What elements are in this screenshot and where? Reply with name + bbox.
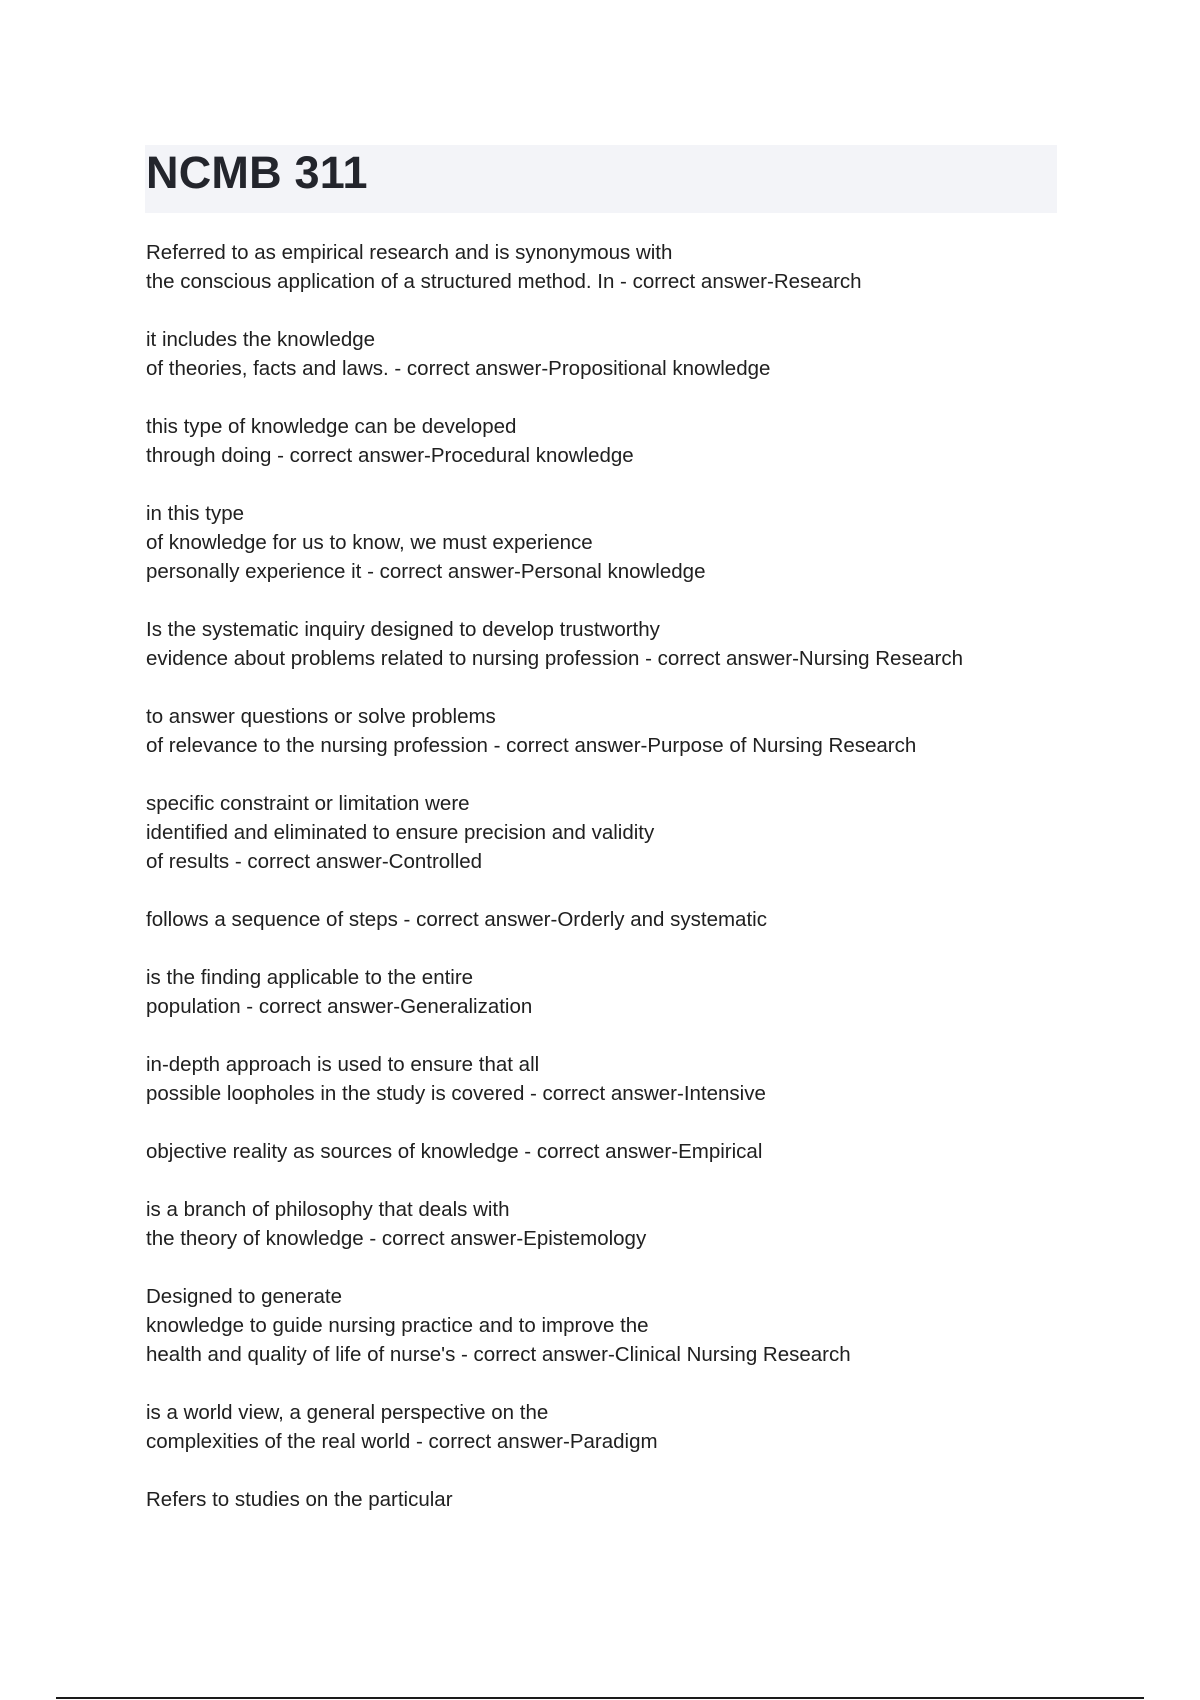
page-title: NCMB 311: [146, 147, 368, 198]
entry-line: of results - correct answer-Controlled: [146, 850, 483, 873]
entry-line: knowledge to guide nursing practice and to improve the: [146, 1314, 649, 1337]
flashcard-entry: [146, 1485, 1056, 1514]
entry-line: identified and eliminated to ensure precision and validity: [146, 821, 655, 844]
entry-line: Is the systematic inquiry designed to develop trustworthy: [146, 618, 660, 641]
entry-line: to answer questions or solve problems: [146, 705, 496, 728]
flashcard-entry: [146, 499, 1056, 586]
page-bottom-rule: [56, 1697, 1144, 1699]
entry-line: follows a sequence of steps - correct answer-Orderly and systematic: [146, 908, 767, 931]
entry-line: evidence about problems related to nursing profession - correct answer-Nursing Research: [146, 647, 963, 670]
entry-line: of theories, facts and laws. - correct answer-Propositional knowledge: [146, 357, 771, 380]
entry-line: Designed to generate: [146, 1285, 343, 1308]
flashcard-list: [146, 238, 1056, 1543]
flashcard-entry: [146, 1195, 1056, 1253]
flashcard-entry: [146, 412, 1056, 470]
flashcard-entry: [146, 1398, 1056, 1456]
entry-line: in-depth approach is used to ensure that all: [146, 1053, 540, 1076]
entry-line: the conscious application of a structured method. In - correct answer-Research: [146, 270, 862, 293]
entry-line: specific constraint or limitation were: [146, 792, 470, 815]
entry-line: objective reality as sources of knowledge - correct answer-Empirical: [146, 1140, 763, 1163]
entry-line: of knowledge for us to know, we must experience: [146, 531, 593, 554]
flashcard-entry: [146, 325, 1056, 383]
entry-line: this type of knowledge can be developed: [146, 415, 517, 438]
entry-line: through doing - correct answer-Procedural knowledge: [146, 444, 634, 467]
entry-line: in this type: [146, 502, 244, 525]
entry-line: Refers to studies on the particular: [146, 1488, 453, 1511]
entry-line: population - correct answer-Generalization: [146, 995, 533, 1018]
flashcard-entry: [146, 702, 1056, 760]
flashcard-entry: [146, 1137, 1056, 1166]
flashcard-entry: [146, 963, 1056, 1021]
entry-line: personally experience it - correct answer-Personal knowledge: [146, 560, 706, 583]
entry-line: health and quality of life of nurse's - correct answer-Clinical Nursing Research: [146, 1343, 851, 1366]
flashcard-entry: [146, 789, 1056, 876]
entry-line: possible loopholes in the study is covered - correct answer-Intensive: [146, 1082, 766, 1105]
entry-line: is a branch of philosophy that deals with: [146, 1198, 510, 1221]
flashcard-entry: [146, 238, 1056, 296]
flashcard-entry: [146, 1050, 1056, 1108]
entry-line: of relevance to the nursing profession - correct answer-Purpose of Nursing Research: [146, 734, 917, 757]
entry-line: is a world view, a general perspective on the: [146, 1401, 549, 1424]
entry-line: it includes the knowledge: [146, 328, 376, 351]
entry-line: is the finding applicable to the entire: [146, 966, 474, 989]
flashcard-entry: [146, 905, 1056, 934]
entry-line: Referred to as empirical research and is synonymous with: [146, 241, 673, 264]
flashcard-entry: [146, 1282, 1056, 1369]
entry-line: the theory of knowledge - correct answer-Epistemology: [146, 1227, 647, 1250]
entry-line: complexities of the real world - correct answer-Paradigm: [146, 1430, 658, 1453]
flashcard-entry: [146, 615, 1056, 673]
